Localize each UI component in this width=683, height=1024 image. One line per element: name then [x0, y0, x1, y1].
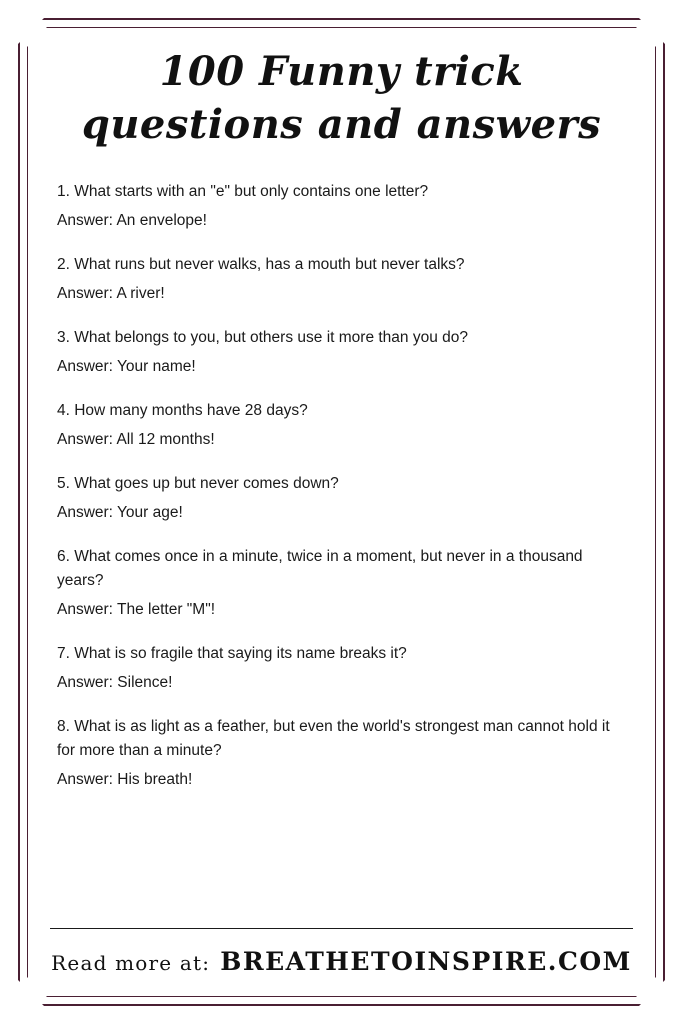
poster-content [45, 40, 638, 979]
question-text: 5. What goes up but never comes down? [57, 474, 339, 492]
list-item [57, 326, 626, 379]
answer-text: Answer: Your name! [57, 357, 196, 375]
list-item [57, 399, 626, 452]
page-title [45, 46, 638, 152]
list-item [57, 253, 626, 306]
question-text: 6. What comes once in a minute, twice in a moment, but never in a thousand years? [57, 547, 583, 589]
answer-text: Answer: Silence! [57, 673, 173, 691]
footer-read-more-label: Read more at: [51, 951, 211, 975]
list-item [57, 180, 626, 233]
qa-list [45, 180, 638, 792]
answer-text: Answer: A river! [57, 284, 165, 302]
list-item [57, 545, 626, 622]
list-item [57, 642, 626, 695]
question-text: 1. What starts with an "e" but only contains one letter? [57, 182, 429, 200]
answer-text: Answer: His breath! [57, 770, 193, 788]
footer [45, 928, 638, 976]
list-item [57, 715, 626, 792]
footer-attribution [45, 947, 638, 976]
page-title-line-1: 100 Funny trick [159, 48, 524, 95]
footer-website-name: BREATHETOINSPIRE.COM [220, 947, 632, 976]
question-text: 3. What belongs to you, but others use it more than you do? [57, 328, 468, 346]
question-text: 4. How many months have 28 days? [57, 401, 308, 419]
answer-text: Answer: All 12 months! [57, 430, 215, 448]
answer-text: Answer: The letter "M"! [57, 600, 216, 618]
footer-divider [50, 928, 633, 929]
list-item [57, 472, 626, 525]
page-title-line-2: questions and answers [81, 100, 602, 148]
question-text: 2. What runs but never walks, has a mouth but never talks? [57, 255, 465, 273]
answer-text: Answer: An envelope! [57, 211, 207, 229]
answer-text: Answer: Your age! [57, 503, 183, 521]
question-text: 8. What is as light as a feather, but even the world's strongest man cannot hold it for more than a minute? [57, 717, 610, 759]
question-text: 7. What is so fragile that saying its name breaks it? [57, 644, 407, 662]
